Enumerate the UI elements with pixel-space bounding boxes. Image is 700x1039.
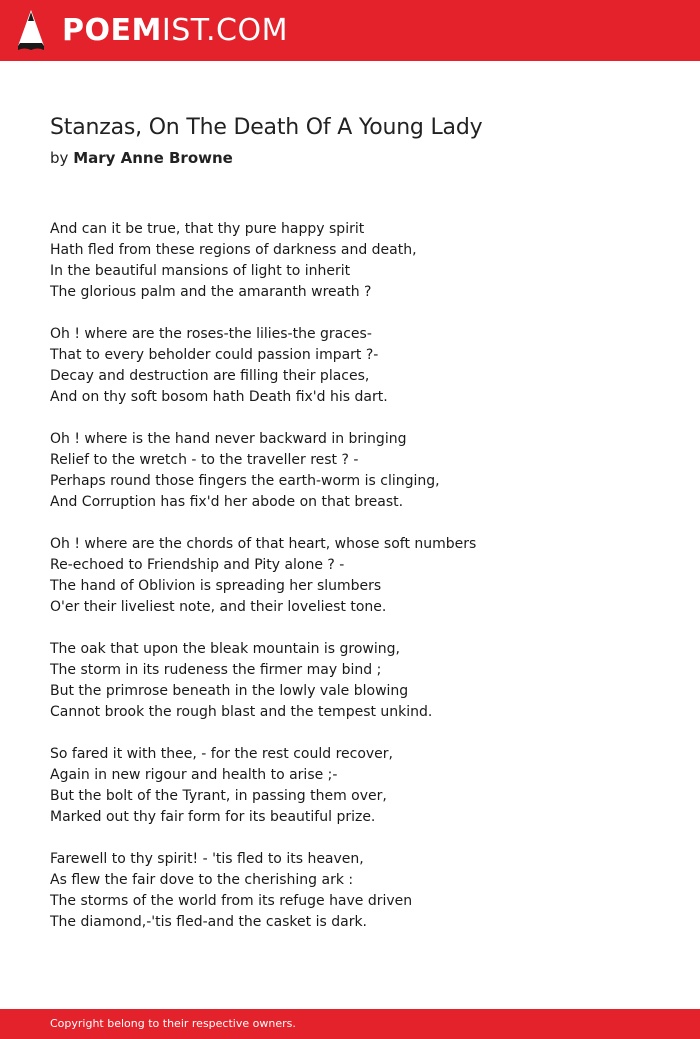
poem-stanza <box>50 429 670 513</box>
copyright-text: Copyright belong to their respective owners. <box>50 1017 296 1030</box>
poem-line: And on thy soft bosom hath Death fix'd his dart. <box>50 389 388 405</box>
poem-line: Oh ! where are the chords of that heart, whose soft numbers <box>50 536 477 552</box>
logo-text <box>62 10 288 52</box>
poem-byline <box>50 149 233 167</box>
poem-title: Stanzas, On The Death Of A Young Lady <box>50 115 483 140</box>
poem-line: The diamond,-'tis fled-and the casket is dark. <box>50 914 368 930</box>
poem-line: In the beautiful mansions of light to inherit <box>50 263 351 279</box>
by-label: by <box>50 149 69 167</box>
poem-line: The oak that upon the bleak mountain is growing, <box>50 641 400 657</box>
poem-line: But the bolt of the Tyrant, in passing them over, <box>50 788 387 804</box>
poem-line: And Corruption has fix'd her abode on that breast. <box>50 494 404 510</box>
poem-line: Decay and destruction are filling their places, <box>50 368 370 384</box>
poem-line: As flew the fair dove to the cherishing ark : <box>50 872 354 888</box>
poem-line: That to every beholder could passion impart ?- <box>50 347 379 363</box>
author-name[interactable]: Mary Anne Browne <box>73 149 233 167</box>
site-logo[interactable] <box>18 10 288 52</box>
poem-line: Relief to the wretch - to the traveller rest ? - <box>50 452 359 468</box>
poem-line: And can it be true, that thy pure happy spirit <box>50 221 365 237</box>
pencil-tip-icon <box>18 10 44 52</box>
logo-text-light: IST.COM <box>161 13 288 48</box>
poem-line: Oh ! where are the roses-the lilies-the graces- <box>50 326 372 342</box>
poem-stanza <box>50 849 670 933</box>
logo-text-bold: POEM <box>62 13 162 48</box>
poem-stanza <box>50 219 670 303</box>
poem-line: Perhaps round those fingers the earth-worm is clinging, <box>50 473 440 489</box>
poem-line: Cannot brook the rough blast and the tempest unkind. <box>50 704 433 720</box>
poem-line: But the primrose beneath in the lowly vale blowing <box>50 683 409 699</box>
poem-body <box>50 219 670 954</box>
poem-line: So fared it with thee, - for the rest could recover, <box>50 746 393 762</box>
site-header <box>0 0 700 61</box>
poem-line: Re-echoed to Friendship and Pity alone ? - <box>50 557 345 573</box>
poem-stanza <box>50 324 670 408</box>
poem-line: Marked out thy fair form for its beautiful prize. <box>50 809 376 825</box>
poem-stanza <box>50 534 670 618</box>
poem-line: Oh ! where is the hand never backward in bringing <box>50 431 407 447</box>
poem-line: Farewell to thy spirit! - 'tis fled to its heaven, <box>50 851 364 867</box>
poem-stanza <box>50 639 670 723</box>
poem-line: The storms of the world from its refuge have driven <box>50 893 413 909</box>
poem-line: Hath fled from these regions of darkness and death, <box>50 242 417 258</box>
site-footer <box>0 1009 700 1039</box>
poem-stanza <box>50 744 670 828</box>
poem-line: Again in new rigour and health to arise ;- <box>50 767 338 783</box>
poem-line: The storm in its rudeness the firmer may bind ; <box>50 662 382 678</box>
poem-line: The glorious palm and the amaranth wreath ? <box>50 284 372 300</box>
poem-line: The hand of Oblivion is spreading her slumbers <box>50 578 382 594</box>
poem-line: O'er their liveliest note, and their loveliest tone. <box>50 599 387 615</box>
